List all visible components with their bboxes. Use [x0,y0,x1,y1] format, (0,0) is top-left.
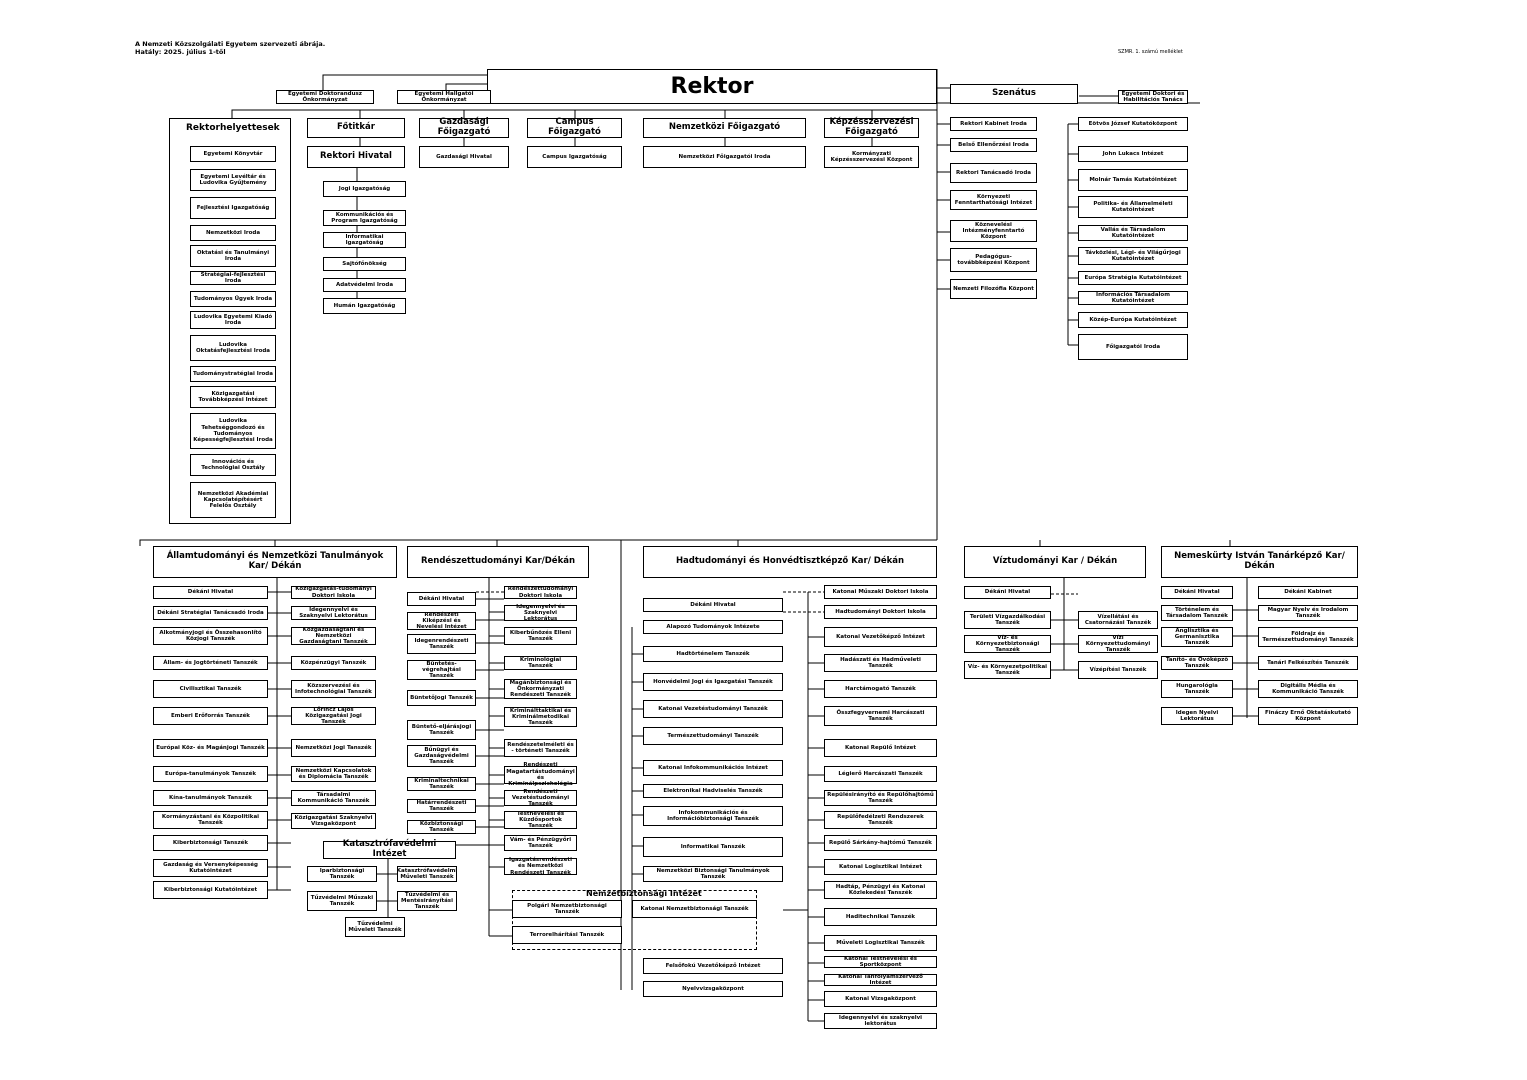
nemeskurty-left-unit: Idegen Nyelvi Lektorátus [1161,707,1233,725]
katasztrofa-unit: Katasztrófavédelmi Műveleti Tanszék [396,867,458,880]
rektorhelyettes-unit: Innovációs és Technológiai Osztály [190,454,276,476]
nemzetbiztonsagi-unit: Terrorelhárítási Tanszék [512,926,622,944]
allam-left-unit: Alkotmányjogi és Összehasonlító Közjogi Tanszék [153,627,268,645]
had-right-unit: Harctámogató Tanszék [824,680,937,698]
igazgatosag-box: Sajtófőnökség [323,257,406,271]
katasztrofa-unit: Iparbiztonsági Tanszék [307,866,377,882]
kutatointezet-box: John Lukacs Intézet [1078,146,1188,162]
had-right-unit: Összfegyvernemi Harcászati Tanszék [824,706,937,726]
nemeskurty-right-unit: Földrajz és Természettudományi Tanszék [1258,627,1358,647]
nemeskurty-left-unit: Történelem és Társadalom Tanszék [1161,605,1233,621]
had-left-unit: Természettudományi Tanszék [643,727,783,745]
allam-right-unit: Lőrincz Lajos Közigazgatási Jogi Tanszék [291,707,376,725]
campus-igazgatosag-box: Campus Igazgatóság [527,146,622,168]
nemzetkozi-foigazgato-box: Nemzetközi Főigazgató [643,118,806,138]
katasztrofa-unit: Tűzvédelmi Műszaki Tanszék [307,891,377,911]
rendeszet-right-unit: Magánbiztonsági és Önkormányzati Rendészeti Tanszék [504,679,577,699]
rendeszet-left-unit: Idegenrendészeti Tanszék [407,634,476,654]
nemeskurty-kar-title: Nemeskürty István Tanárképző Kar/ Dékán [1161,546,1358,578]
kepzes-kozpont-box: Kormányzati Képzésszervezési Központ [824,146,919,168]
nemeskurty-right-unit: Tanári Felkészítés Tanszék [1258,656,1358,670]
had-right-unit: Repülőfedélzeti Rendszerek Tanszék [824,811,937,829]
rendeszet-left-unit: Büntetőjogi Tanszék [407,690,476,706]
viz-left-unit: Dékáni Hivatal [964,586,1051,599]
rendeszet-left-unit: Büntetés-végrehajtási Tanszék [407,660,476,680]
allam-right-unit: Közigazgatás-tudományi Doktori Iskola [291,586,376,599]
allam-left-unit: Európai Köz- és Magánjogi Tanszék [153,739,268,757]
rektorhelyettes-unit: Ludovika Egyetemi Kiadó Iroda [190,311,276,329]
allam-left-unit: Gazdaság és Versenyképesség Kutatóintézet [153,859,268,877]
igazgatosag-box: Adatvédelmi Iroda [323,278,406,292]
viz-right-unit: Vízi Környezettudományi Tanszék [1078,635,1158,653]
rendeszet-left-unit: Határrendészeti Tanszék [407,799,476,813]
kutatointezet-box: Közép-Európa Kutatóintézet [1078,312,1188,328]
rektori-hivatal-box: Rektori Hivatal [307,146,405,168]
had-kar-title: Hadtudományi és Honvédtisztképző Kar/ Dékán [643,546,937,578]
allam-left-unit: Állam- és Jogtörténeti Tanszék [153,656,268,670]
had-left-unit: Felsőfokú Vezetőképző Intézet [643,958,783,974]
had-right-unit: Katonai Műszaki Doktori Iskola [824,585,937,599]
fotitkar-box: Főtitkár [307,118,405,138]
nemzetbiztonsagi-unit: Polgári Nemzetbiztonsági Tanszék [512,900,622,918]
nemeskurty-right-unit: Fináczy Ernő Oktatáskutató Központ [1258,707,1358,725]
allam-left-unit: Civilisztikai Tanszék [153,680,268,698]
campus-foigazgato-box: Campus Főigazgató [527,118,622,138]
allam-left-unit: Dékáni Hivatal [153,586,268,599]
viz-left-unit: Területi Vízgazdálkodási Tanszék [964,611,1051,629]
had-right-unit: Katonai Logisztikai Intézet [824,859,937,875]
doktori-tanacs-box: Egyetemi Doktori és Habilitációs Tanács [1118,90,1188,104]
kutatointezet-box: Politika- és Államelméleti Kutatóintézet [1078,196,1188,218]
had-left-unit: Nyelvvizsgaközpont [643,981,783,997]
allam-left-unit: Európa-tanulmányok Tanszék [153,766,268,782]
igazgatosag-box: Informatikai Igazgatóság [323,232,406,248]
had-right-unit: Katonai Testnevelési és Sportközpont [824,956,937,968]
nemeskurty-right-unit: Magyar Nyelv és Irodalom Tanszék [1258,605,1358,621]
rektorhelyettes-unit: Tudományos Ügyek Iroda [190,291,276,307]
kepzes-foigazgato-box: Képzésszervezési Főigazgató [824,118,919,138]
rendeszet-right-unit: Vám- és Pénzügyőri Tanszék [504,835,577,851]
rendeszet-left-unit: Dékáni Hivatal [407,592,476,606]
katasztrofavedelmi-title: Katasztrófavédelmi Intézet [323,841,456,859]
allam-kar-title: Államtudományi és Nemzetközi Tanulmányok Kar/ Dékán [153,546,397,578]
rendeszet-right-unit: Rendészeti Magatartástudományi és Kriminálpszichológia [504,766,577,784]
allam-left-unit: Kiberbiztonsági Kutatóintézet [153,881,268,899]
katasztrofa-unit: Tűzvédelmi és Mentésirányítási Tanszék [397,891,457,911]
had-left-unit: Hadtörténelem Tanszék [643,646,783,662]
had-right-unit: Katonai Tanfolyamszervező Intézet [824,974,937,986]
had-right-unit: Repülésirányító és Repülőhajtómű Tanszék [824,790,937,806]
rektorhelyettes-unit: Ludovika Oktatásfejlesztési Iroda [190,335,276,361]
allam-right-unit: Társadalmi Kommunikáció Tanszék [291,790,376,806]
had-left-unit: Katonai Vezetéstudományi Tanszék [643,700,783,718]
had-left-unit: Katonai Infokommunikációs Intézet [643,760,783,776]
allam-left-unit: Emberi Erőforrás Tanszék [153,707,268,725]
nemzetbiztonsagi-title: Nemzetbiztonsági Intézet [586,889,702,898]
had-right-unit: Katonai Vezetőképző Intézet [824,627,937,647]
rektori-unit: Rektori Tanácsadó Iroda [950,163,1037,183]
document-header [135,41,325,57]
allam-right-unit: Közpénzügyi Tanszék [291,656,376,670]
doktorandusz-box: Egyetemi Doktorandusz Önkormányzat [276,90,374,104]
rektor-box: Rektor [487,69,937,104]
nemzetbiztonsagi-unit: Katonai Nemzetbiztonsági Tanszék [632,900,757,918]
rendeszet-right-unit: Rendészetelméleti és - történeti Tanszék [504,739,577,757]
had-left-unit: Dékáni Hivatal [643,598,783,612]
had-right-unit: Hadtáp, Pénzügyi és Katonai Közlekedési Tanszék [824,881,937,899]
gazdasagi-hivatal-box: Gazdasági Hivatal [419,146,509,168]
document-title: A Nemzeti Közszolgálati Egyetem szervezeti ábrája. [135,40,326,48]
igazgatosag-box: Jogi Igazgatóság [323,181,406,197]
rektorhelyettes-unit: Egyetemi Levéltár és Ludovika Gyűjtemény [190,169,276,191]
kutatointezet-box: Információs Társadalom Kutatóintézet [1078,291,1188,305]
had-right-unit: Katonai Vizsgaközpont [824,991,937,1007]
rendeszet-right-unit: Rendészettudományi Doktori Iskola [504,586,577,599]
rendeszet-kar-title: Rendészettudományi Kar/Dékán [407,546,589,578]
allam-left-unit: Kiberbiztonsági Tanszék [153,835,268,851]
allam-left-unit: Dékáni Stratégiai Tanácsadó Iroda [153,606,268,620]
kutatointezet-box: Főigazgatói Iroda [1078,334,1188,360]
annex-note: SZMR. 1. számú melléklet [1118,49,1183,55]
rektori-unit: Pedagógus-továbbképzési Központ [950,248,1037,272]
nemeskurty-left-unit: Dékáni Hivatal [1161,586,1233,599]
rektorhelyettes-unit: Oktatási és Tanulmányi Iroda [190,245,276,267]
had-left-unit: Elektronikai Hadviselés Tanszék [643,784,783,798]
rektori-unit: Belső Ellenőrzési Iroda [950,138,1037,152]
rendeszet-left-unit: Rendészeti Kiképzési és Nevelési Intézet [407,612,476,630]
viz-left-unit: Víz- és Környezetbiztonsági Tanszék [964,635,1051,653]
rendeszet-left-unit: Bűnügyi és Gazdaságvédelmi Tanszék [407,745,476,767]
rektori-unit: Nemzeti Filozófia Központ [950,279,1037,299]
rendeszet-left-unit: Büntető-eljárásjogi Tanszék [407,720,476,740]
nemeskurty-right-unit: Dékáni Kabinet [1258,586,1358,599]
had-left-unit: Nemzetközi Biztonsági Tanulmányok Tanszék [643,866,783,882]
nemzetkozi-iroda-box: Nemzetközi Főigazgatói Iroda [643,146,806,168]
had-right-unit: Haditechnikai Tanszék [824,908,937,926]
had-right-unit: Idegennyelvi és szaknyelvi lektorátus [824,1013,937,1029]
gazdasagi-foigazgato-box: Gazdasági Főigazgató [419,118,509,138]
kutatointezet-box: Vallás és Társadalom Kutatóintézet [1078,225,1188,241]
had-right-unit: Légierő Harcászati Tanszék [824,766,937,782]
rendeszet-right-unit: Kriminológiai Tanszék [504,656,577,670]
szenatus-box: Szenátus [950,84,1078,104]
kutatointezet-box: Európa Stratégia Kutatóintézet [1078,271,1188,285]
hallgatoi-box: Egyetemi Hallgatói Önkormányzat [397,90,491,104]
igazgatosag-box: Humán Igazgatóság [323,298,406,314]
rektori-unit: Környezeti Fenntarthatósági Intézet [950,190,1037,210]
allam-right-unit: Idegennyelvi és Szaknyelvi Lektorátus [291,606,376,620]
allam-right-unit: Közigazgatási Szaknyelvi Vizsgaközpont [291,813,376,829]
had-right-unit: Műveleti Logisztikai Tanszék [824,935,937,951]
rendeszet-right-unit: Igazgatásrendészeti és Nemzetközi Rendészeti Tanszék [504,858,577,875]
nemeskurty-right-unit: Digitális Média és Kommunikáció Tanszék [1258,680,1358,698]
had-left-unit: Infokommunikációs és Információbiztonsági Tanszék [643,806,783,826]
allam-right-unit: Közszervezési és Infotechnológiai Tanszék [291,680,376,698]
nemeskurty-left-unit: Tanító- és Óvóképző Tanszék [1161,656,1233,670]
katasztrofa-unit: Tűzvédelmi Műveleti Tanszék [345,917,405,937]
allam-right-unit: Közgazdaságtani és Nemzetközi Gazdaságtani Tanszék [291,627,376,645]
effective-date: Hatály: 2025. július 1-től [135,47,226,56]
rektorhelyettes-unit: Stratégiai-fejlesztési Iroda [190,271,276,285]
rektorhelyettes-unit: Nemzetközi Iroda [190,225,276,241]
allam-left-unit: Kína-tanulmányok Tanszék [153,790,268,806]
rektorhelyettes-unit: Nemzetközi Akadémiai Kapcsolatépítésért Felelős Osztály [190,482,276,518]
rendeszet-right-unit: Kiberbűnözés Elleni Tanszék [504,627,577,645]
had-left-unit: Informatikai Tanszék [643,837,783,857]
eotvos-title-box: Eötvös József Kutatóközpont [1078,117,1188,131]
allam-left-unit: Kormányzástani és Közpolitikai Tanszék [153,811,268,829]
rendeszet-left-unit: Közbiztonsági Tanszék [407,820,476,834]
kutatointezet-box: Molnár Tamás Kutatóintézet [1078,169,1188,191]
rektorhelyettes-unit: Tudománystratégiai Iroda [190,366,276,382]
rektori-unit: Köznevelési Intézményfenntartó Központ [950,220,1037,242]
igazgatosag-box: Kommunikációs és Program Igazgatóság [323,210,406,226]
allam-right-unit: Nemzetközi Kapcsolatok és Diplomácia Tanszék [291,766,376,782]
rektorhelyettesek-title: Rektorhelyettesek [186,123,280,133]
had-right-unit: Katonai Repülő Intézet [824,739,937,757]
viz-right-unit: Vízépítési Tanszék [1078,661,1158,679]
had-left-unit: Honvédelmi Jogi és Igazgatási Tanszék [643,673,783,691]
had-right-unit: Hadászati és Hadműveleti Tanszék [824,654,937,672]
rendeszet-left-unit: Kriminaltechnikai Tanszék [407,777,476,791]
rendeszet-right-unit: Testnevelési és Küzdősportok Tanszék [504,811,577,829]
had-right-unit: Repülő Sárkány-hajtómű Tanszék [824,835,937,851]
viz-right-unit: Vízellátási és Csatornázási Tanszék [1078,611,1158,629]
rektori-unit: Rektori Kabinet Iroda [950,117,1037,131]
rektorhelyettes-unit: Ludovika Tehetséggondozó és Tudományos Képességfejlesztési Iroda [190,413,276,449]
viz-left-unit: Víz- és Környezetpolitikai Tanszék [964,661,1051,679]
had-right-unit: Hadtudományi Doktori Iskola [824,605,937,619]
viz-kar-title: Víztudományi Kar / Dékán [964,546,1146,578]
rendeszet-right-unit: Rendészeti Vezetéstudományi Tanszék [504,790,577,806]
nemeskurty-left-unit: Anglisztika és Germanisztika Tanszék [1161,627,1233,647]
rektorhelyettes-unit: Egyetemi Könyvtár [190,146,276,162]
nemeskurty-left-unit: Hungarológia Tanszék [1161,680,1233,698]
allam-right-unit: Nemzetközi Jogi Tanszék [291,739,376,757]
had-left-unit: Alapozó Tudományok Intézete [643,620,783,634]
kutatointezet-box: Távközlési, Légi- és Világűrjogi Kutatóintézet [1078,247,1188,265]
rendeszet-right-unit: Idegennyelvi és Szaknyelvi Lektorátus [504,605,577,621]
rendeszet-right-unit: Kriminálttaktikai és Kriminálmetodikai Tanszék [504,707,577,727]
rektorhelyettes-unit: Fejlesztési Igazgatóság [190,197,276,219]
rektorhelyettes-unit: Közigazgatási Továbbképzési Intézet [190,386,276,408]
